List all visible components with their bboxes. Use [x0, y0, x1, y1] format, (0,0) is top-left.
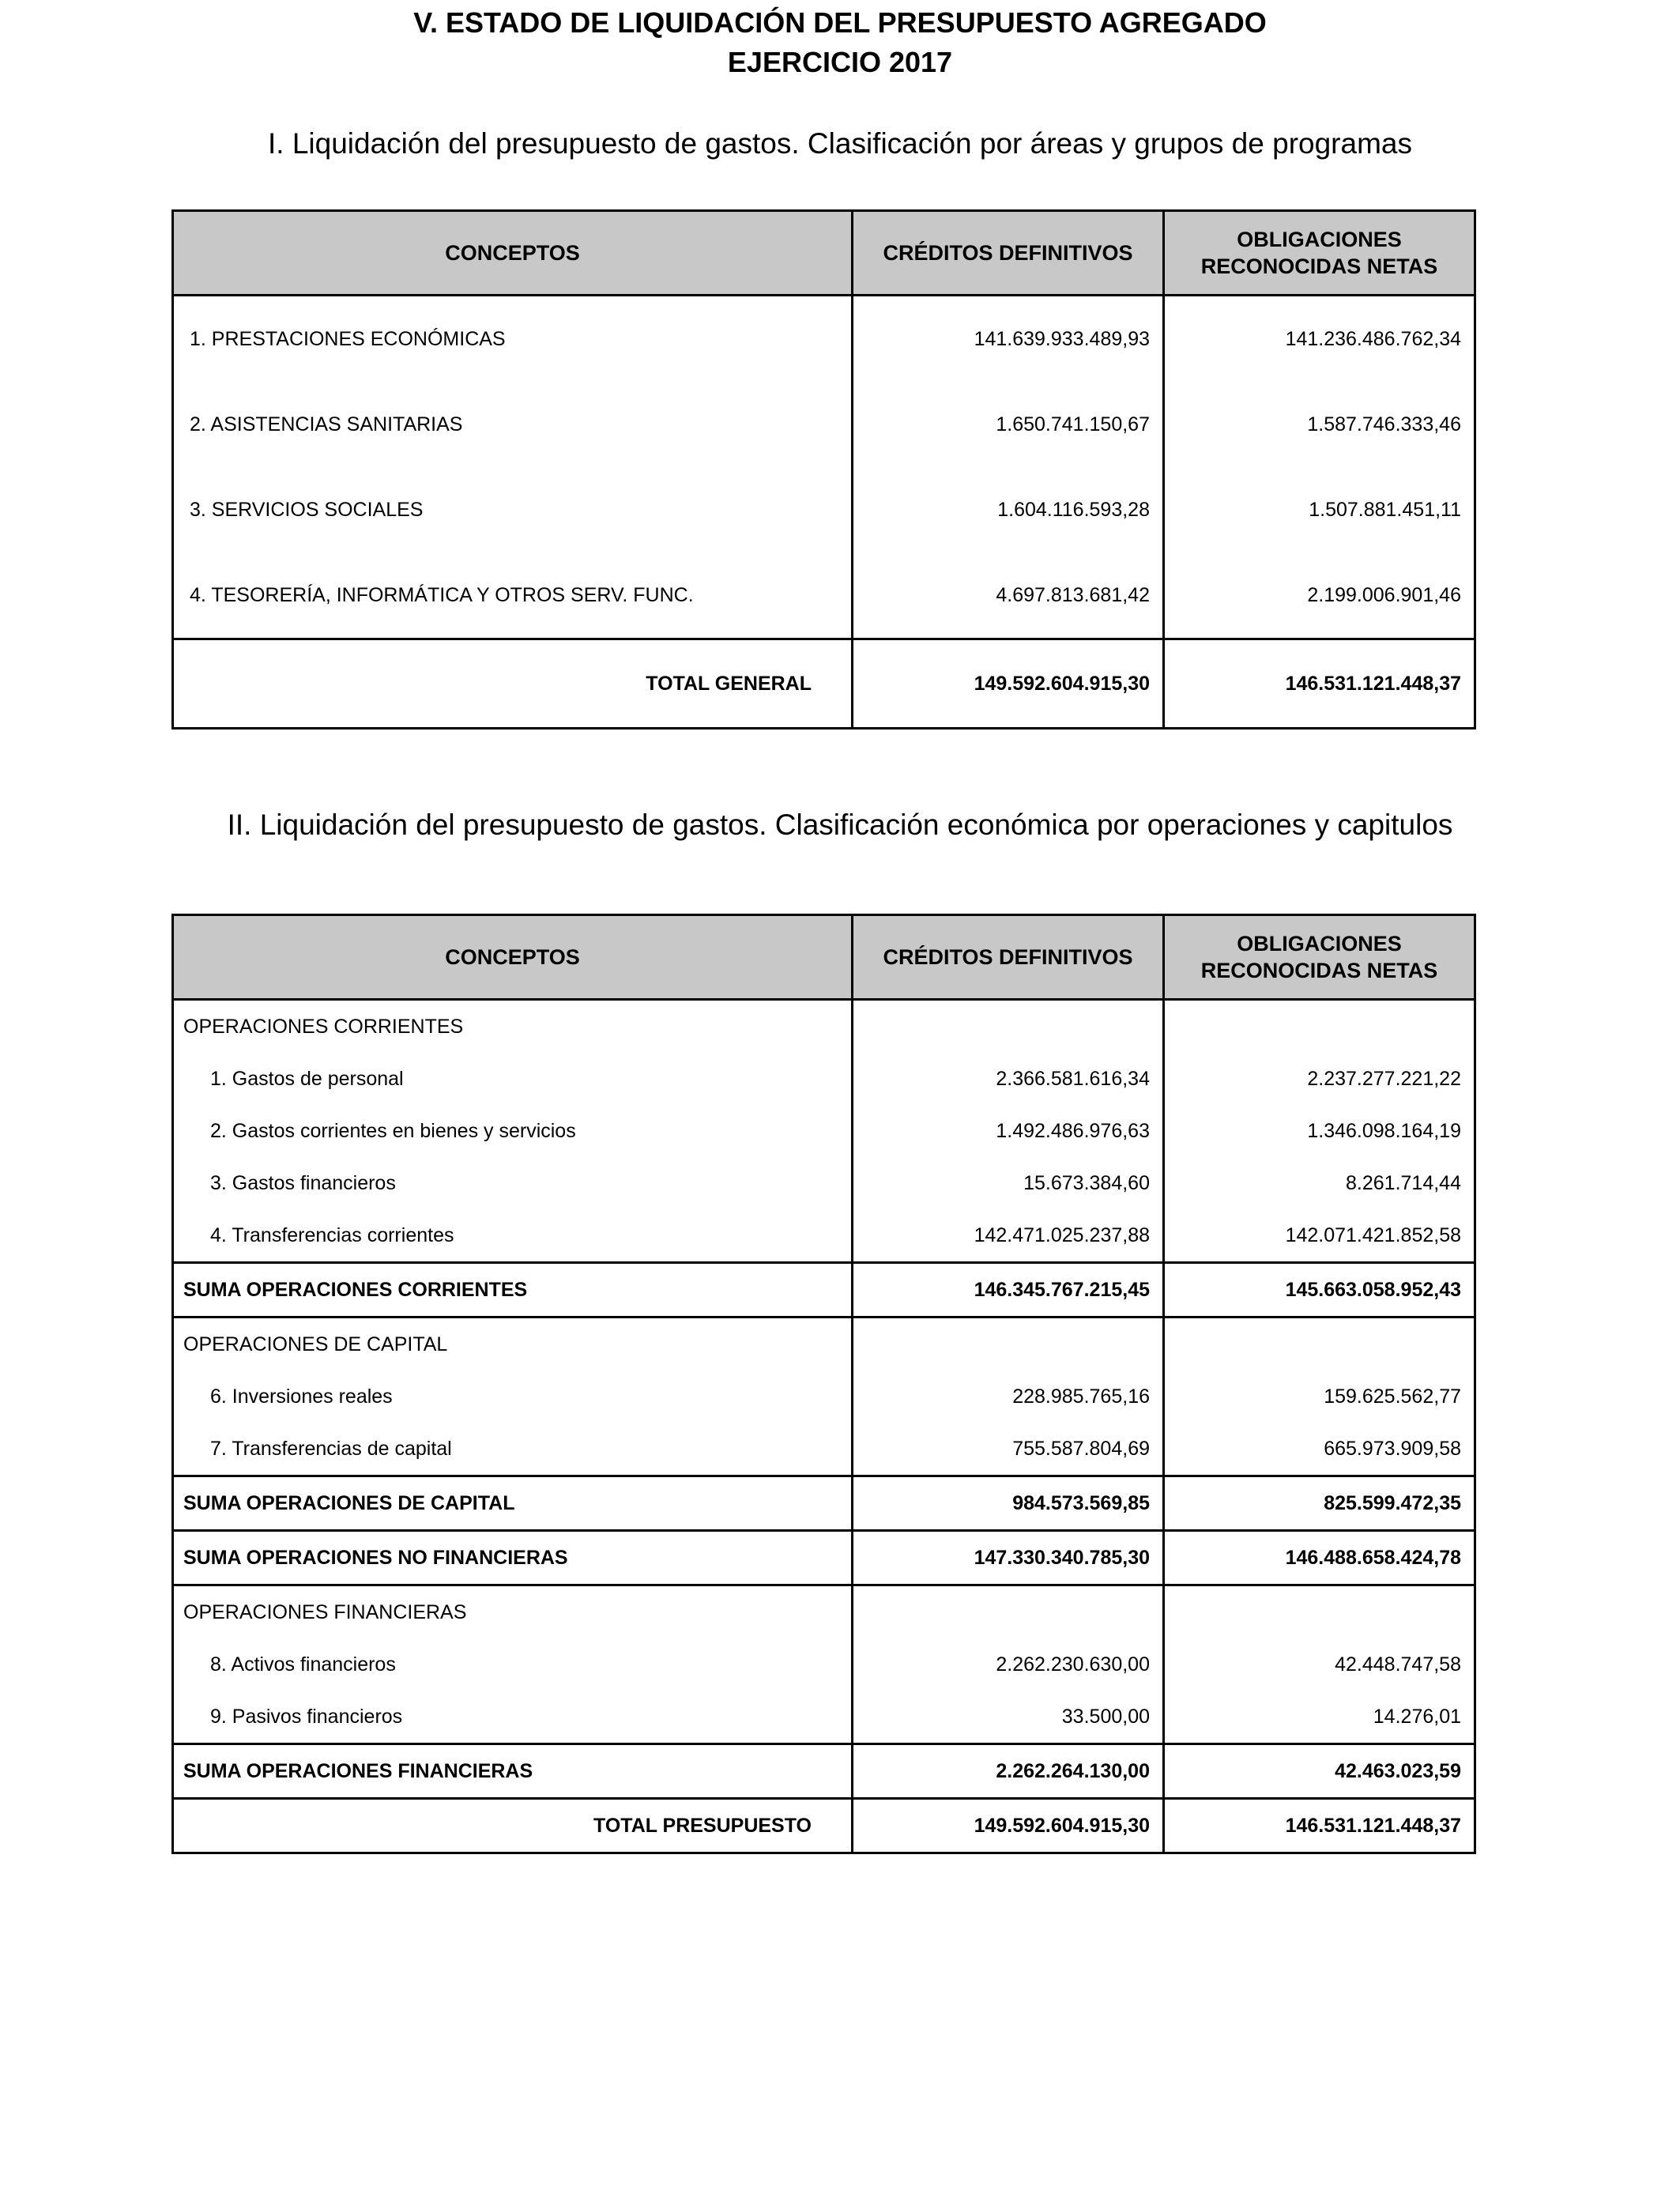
row-concept: OPERACIONES CORRIENTES	[173, 1000, 853, 1054]
section1-title: I. Liquidación del presupuesto de gastos. Clasificación por áreas y grupos de programas	[268, 127, 1412, 160]
row-obligaciones	[1164, 1585, 1475, 1639]
table-row	[173, 1638, 1475, 1691]
subtotal-row	[173, 1744, 1475, 1799]
row-creditos: 146.345.767.215,45	[853, 1263, 1164, 1318]
section2-title: II. Liquidación del presupuesto de gastos. Clasificación económica por operaciones y capitulos	[227, 809, 1453, 841]
section-row	[173, 1585, 1475, 1639]
total-label: TOTAL GENERAL	[173, 639, 853, 729]
row-concept: 3. SERVICIOS SOCIALES	[173, 467, 853, 552]
total-row	[173, 1799, 1475, 1853]
row-creditos: 4.697.813.681,42	[853, 552, 1164, 639]
row-creditos: 1.604.116.593,28	[853, 467, 1164, 552]
row-concept: 2. ASISTENCIAS SANITARIAS	[173, 382, 853, 467]
subtotal-row	[173, 1476, 1475, 1531]
table-row	[173, 1370, 1475, 1423]
header-conceptos: CONCEPTOS	[173, 211, 853, 296]
row-obligaciones	[1164, 1000, 1475, 1054]
row-concept: OPERACIONES FINANCIERAS	[173, 1585, 853, 1639]
table-row	[173, 1105, 1475, 1157]
row-obligaciones: 1.587.746.333,46	[1164, 382, 1475, 467]
table-areas-programas	[171, 209, 1476, 729]
row-concept: 4. TESORERÍA, INFORMÁTICA Y OTROS SERV. FUNC.	[173, 552, 853, 639]
row-concept: OPERACIONES DE CAPITAL	[173, 1318, 853, 1371]
table-row	[173, 467, 1475, 552]
row-obligaciones: 14.276,01	[1164, 1691, 1475, 1744]
total-creditos: 149.592.604.915,30	[853, 1799, 1164, 1853]
row-creditos: 2.262.230.630,00	[853, 1638, 1164, 1691]
header-obligaciones: OBLIGACIONES RECONOCIDAS NETAS	[1164, 211, 1475, 296]
row-concept: 1. Gastos de personal	[173, 1053, 853, 1105]
row-creditos: 228.985.765,16	[853, 1370, 1164, 1423]
table-row	[173, 1691, 1475, 1744]
row-obligaciones: 142.071.421.852,58	[1164, 1209, 1475, 1263]
row-creditos: 141.639.933.489,93	[853, 296, 1164, 383]
total-obligaciones: 146.531.121.448,37	[1164, 1799, 1475, 1853]
row-concept: 9. Pasivos financieros	[173, 1691, 853, 1744]
header-obligaciones: OBLIGACIONES RECONOCIDAS NETAS	[1164, 915, 1475, 1000]
table-row	[173, 1209, 1475, 1263]
table-operaciones-capitulos	[171, 914, 1476, 1854]
row-concept: SUMA OPERACIONES DE CAPITAL	[173, 1476, 853, 1531]
row-obligaciones: 42.463.023,59	[1164, 1744, 1475, 1799]
row-concept: 2. Gastos corrientes en bienes y servicios	[173, 1105, 853, 1157]
row-obligaciones: 1.507.881.451,11	[1164, 467, 1475, 552]
table-row	[173, 1053, 1475, 1105]
row-creditos: 984.573.569,85	[853, 1476, 1164, 1531]
row-concept: 6. Inversiones reales	[173, 1370, 853, 1423]
table-row	[173, 382, 1475, 467]
row-concept: SUMA OPERACIONES NO FINANCIERAS	[173, 1531, 853, 1585]
row-obligaciones	[1164, 1318, 1475, 1371]
table-header-row	[173, 211, 1475, 296]
row-creditos: 755.587.804,69	[853, 1423, 1164, 1476]
row-creditos: 2.366.581.616,34	[853, 1053, 1164, 1105]
section-row	[173, 1318, 1475, 1371]
row-obligaciones: 1.346.098.164,19	[1164, 1105, 1475, 1157]
row-concept: 7. Transferencias de capital	[173, 1423, 853, 1476]
row-obligaciones: 42.448.747,58	[1164, 1638, 1475, 1691]
table-row	[173, 1157, 1475, 1209]
table-row	[173, 552, 1475, 639]
row-obligaciones: 665.973.909,58	[1164, 1423, 1475, 1476]
row-creditos: 1.650.741.150,67	[853, 382, 1164, 467]
row-creditos	[853, 1585, 1164, 1639]
row-concept: 8. Activos financieros	[173, 1638, 853, 1691]
row-creditos: 147.330.340.785,30	[853, 1531, 1164, 1585]
row-creditos: 33.500,00	[853, 1691, 1164, 1744]
row-creditos: 15.673.384,60	[853, 1157, 1164, 1209]
table-row	[173, 296, 1475, 383]
row-concept: 1. PRESTACIONES ECONÓMICAS	[173, 296, 853, 383]
row-creditos	[853, 1000, 1164, 1054]
total-row	[173, 639, 1475, 729]
row-creditos: 2.262.264.130,00	[853, 1744, 1164, 1799]
row-obligaciones: 2.199.006.901,46	[1164, 552, 1475, 639]
header-creditos: CRÉDITOS DEFINITIVOS	[853, 915, 1164, 1000]
row-obligaciones: 141.236.486.762,34	[1164, 296, 1475, 383]
section-row	[173, 1000, 1475, 1054]
row-obligaciones: 825.599.472,35	[1164, 1476, 1475, 1531]
row-obligaciones: 159.625.562,77	[1164, 1370, 1475, 1423]
total-creditos: 149.592.604.915,30	[853, 639, 1164, 729]
table-header-row	[173, 915, 1475, 1000]
document-year: EJERCICIO 2017	[727, 46, 953, 78]
row-concept: 3. Gastos financieros	[173, 1157, 853, 1209]
row-obligaciones: 146.488.658.424,78	[1164, 1531, 1475, 1585]
subtotal-row	[173, 1531, 1475, 1585]
row-concept: SUMA OPERACIONES FINANCIERAS	[173, 1744, 853, 1799]
row-concept: SUMA OPERACIONES CORRIENTES	[173, 1263, 853, 1318]
total-obligaciones: 146.531.121.448,37	[1164, 639, 1475, 729]
document-title: V. ESTADO DE LIQUIDACIÓN DEL PRESUPUESTO AGREGADO	[413, 6, 1267, 39]
total-label: TOTAL PRESUPUESTO	[173, 1799, 853, 1853]
row-obligaciones: 8.261.714,44	[1164, 1157, 1475, 1209]
row-creditos: 142.471.025.237,88	[853, 1209, 1164, 1263]
subtotal-row	[173, 1263, 1475, 1318]
table-row	[173, 1423, 1475, 1476]
row-creditos	[853, 1318, 1164, 1371]
row-obligaciones: 145.663.058.952,43	[1164, 1263, 1475, 1318]
row-creditos: 1.492.486.976,63	[853, 1105, 1164, 1157]
row-obligaciones: 2.237.277.221,22	[1164, 1053, 1475, 1105]
row-concept: 4. Transferencias corrientes	[173, 1209, 853, 1263]
header-conceptos: CONCEPTOS	[173, 915, 853, 1000]
header-creditos: CRÉDITOS DEFINITIVOS	[853, 211, 1164, 296]
